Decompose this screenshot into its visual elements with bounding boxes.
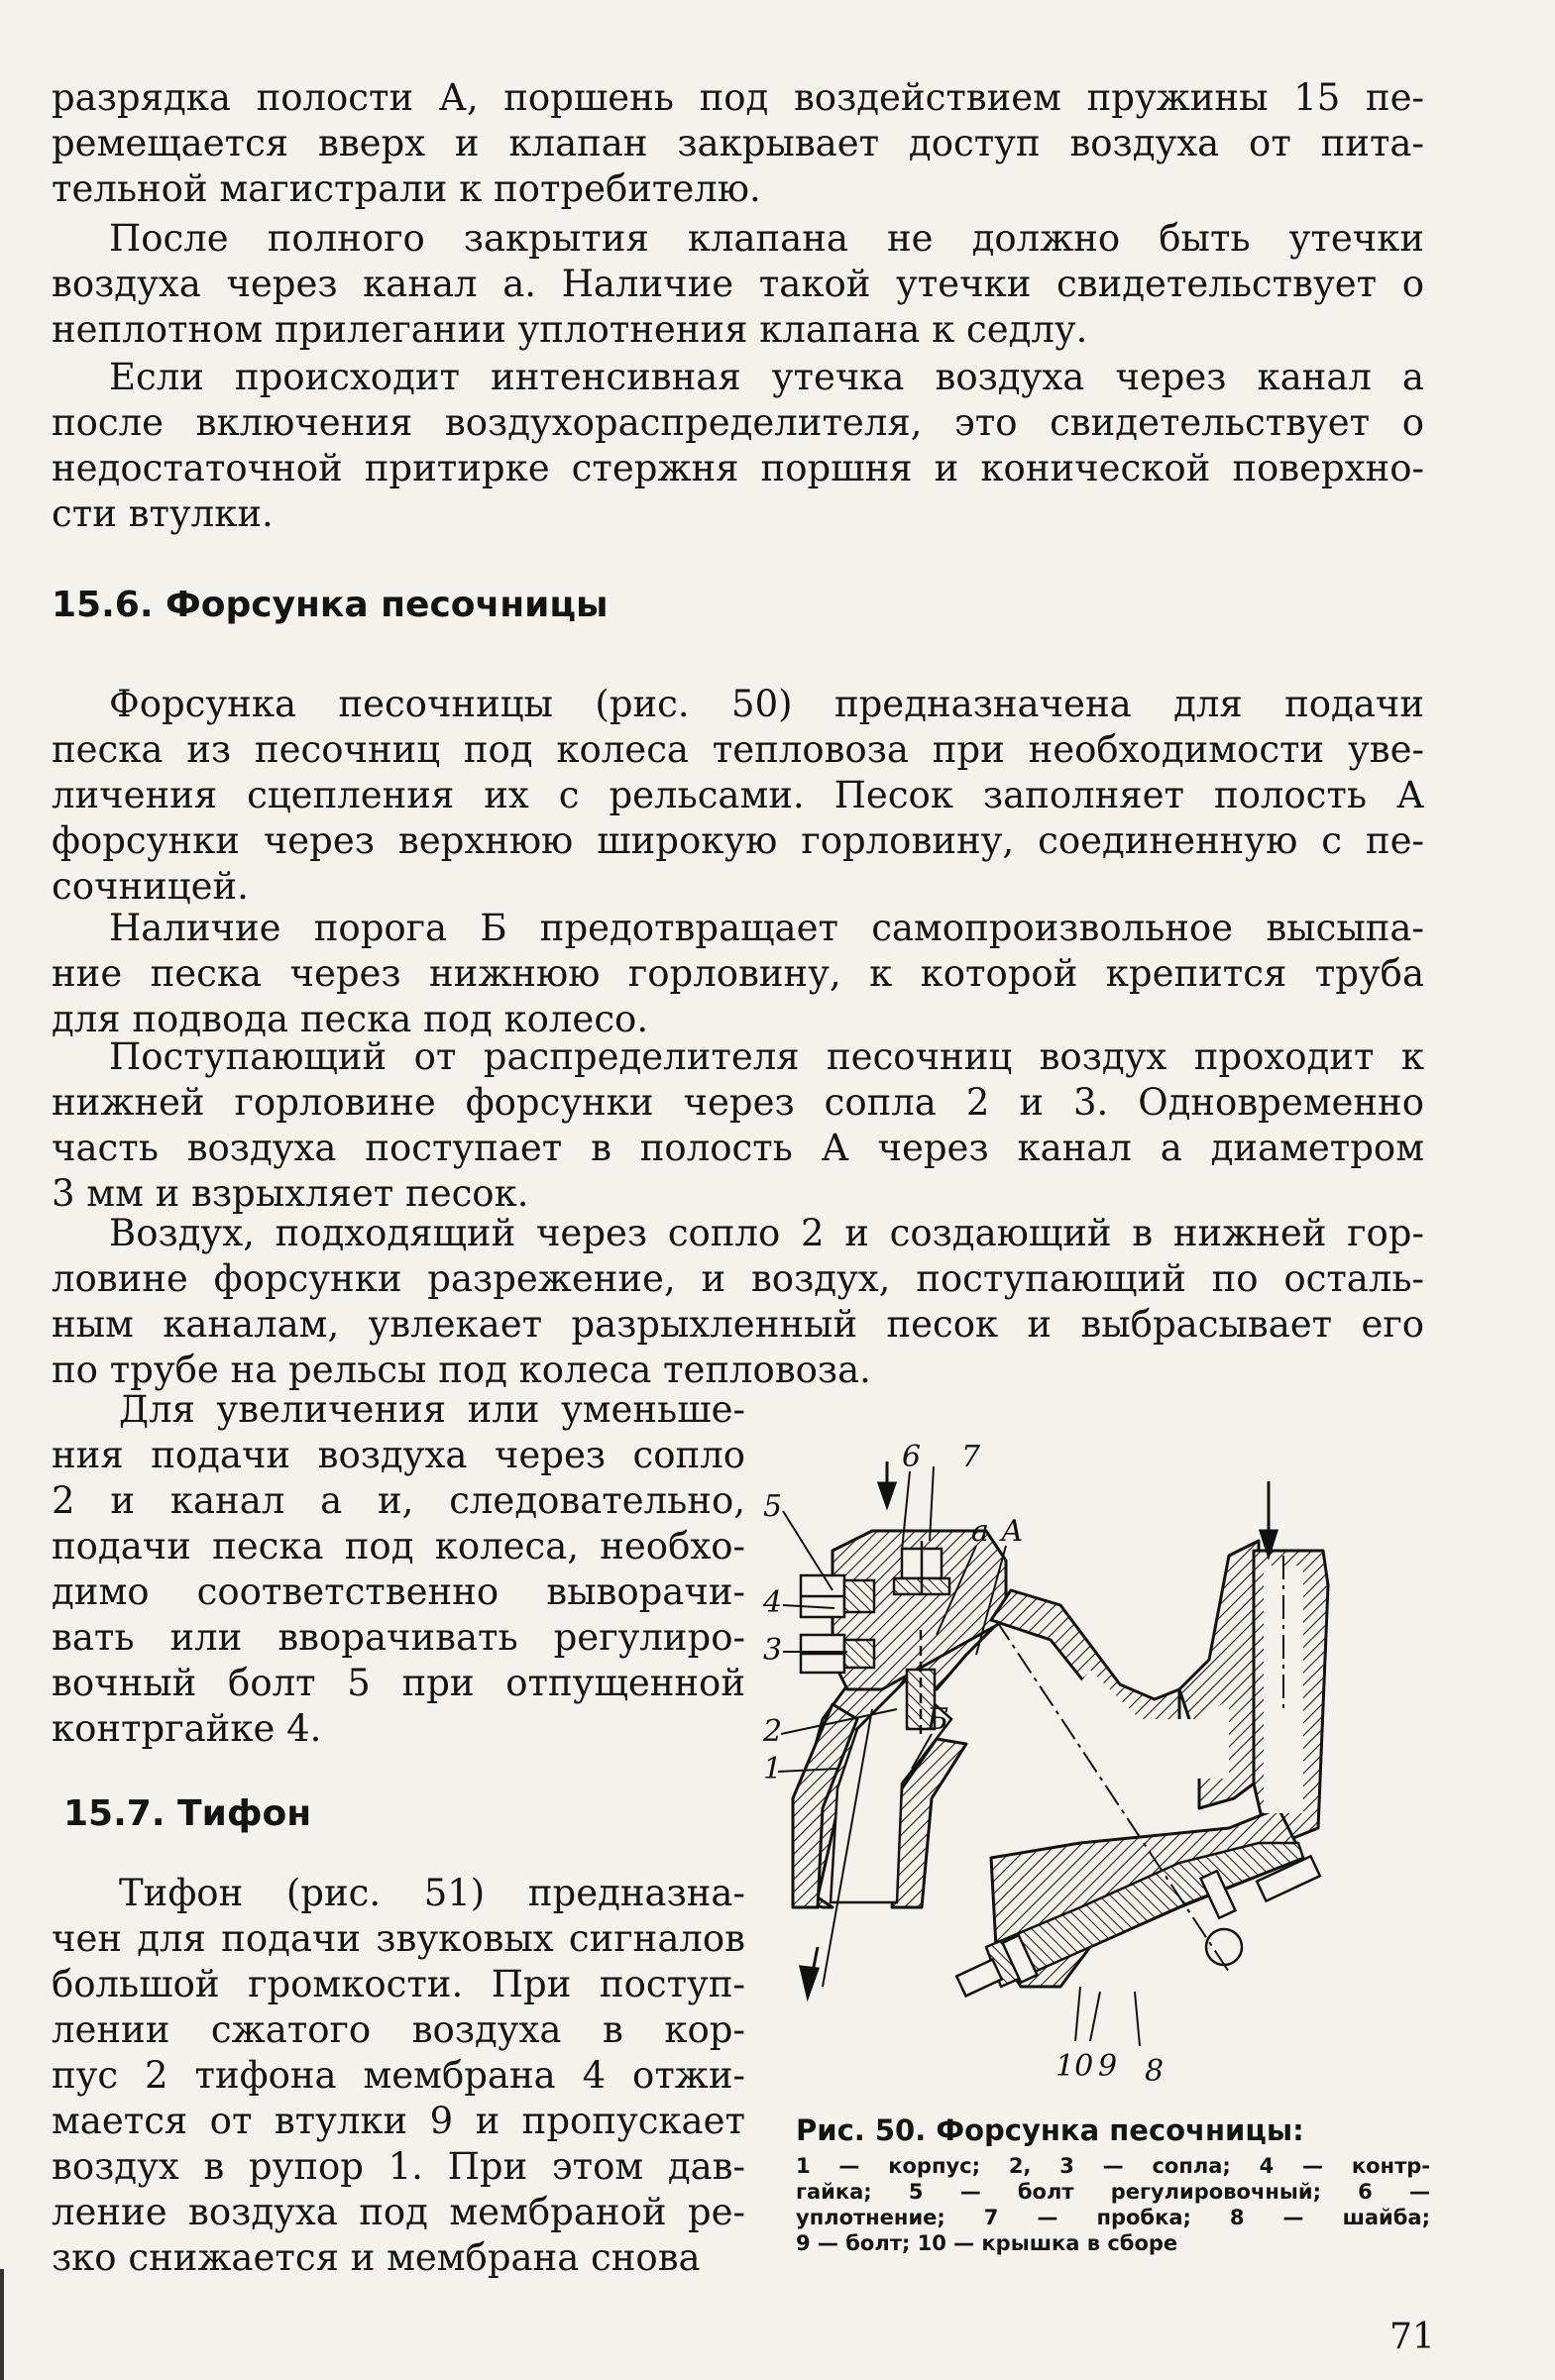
text-line: димо соответственно выворачи- — [52, 1570, 745, 1613]
sand-nozzle-drawing — [763, 1392, 1417, 2086]
text-line: сти втулки. — [52, 492, 274, 535]
page-number: 71 — [1389, 2317, 1435, 2357]
section-heading: 15.7. Тифон — [63, 1793, 312, 1834]
text-line: 3 мм и взрыхляет песок. — [52, 1172, 529, 1215]
text-line: Наличие порога Б предотвращает самопроизвольное высыпа- — [109, 907, 1424, 949]
caption-line: 1 — корпус; 2, 3 — сопла; 4 — контр- — [796, 2154, 1430, 2178]
text-line: подачи песка под колеса, необхо- — [52, 1525, 745, 1568]
label-a: а — [971, 1514, 989, 1549]
text-line: ным каналам, увлекает разрыхленный песок и выбрасывает его — [52, 1303, 1424, 1346]
text-line: 2 и канал а и, следовательно, — [52, 1479, 745, 1522]
label-1: 1 — [763, 1752, 783, 1786]
text-line: неплотном прилегании уплотнения клапана к седлу. — [52, 308, 1088, 351]
text-line: Воздух, подходящий через сопло 2 и создающий в нижней гор- — [109, 1212, 1424, 1254]
paragraph-8 — [52, 1387, 745, 1752]
text-line: личения сцепления их с рельсами. Песок заполняет полость А — [52, 774, 1424, 816]
text-line: ремещается вверх и клапан закрывает доступ воздуха от пита- — [52, 122, 1424, 164]
text-line: для подвода песка под колесо. — [52, 998, 649, 1040]
text-line: воздуха через канал а. Наличие такой утечки свидетельствует о — [52, 263, 1424, 305]
section-heading: 15.6. Форсунка песочницы — [52, 585, 609, 625]
caption-legend — [796, 2153, 1430, 2256]
figure-caption — [796, 2113, 1430, 2256]
text-line: После полного закрытия клапана не должно быть утечки — [109, 217, 1424, 260]
text-line: вать или вворачивать регулиро- — [52, 1616, 745, 1659]
text-line: Для увеличения или уменьше- — [119, 1388, 745, 1431]
paragraph-5 — [52, 906, 1424, 1042]
paragraph-6 — [52, 1034, 1424, 1217]
caption-line: уплотнение; 7 — пробка; 8 — шайба; — [796, 2206, 1430, 2229]
label-7: 7 — [961, 1440, 981, 1474]
text-line: нижней горловине форсунки через сопла 2 и 3. Одновременно — [52, 1081, 1424, 1124]
paragraph-2 — [52, 216, 1424, 353]
text-line: зко снижается и мембрана снова — [52, 2236, 701, 2279]
page-edge-shadow — [0, 2269, 4, 2380]
text-line: ния подачи воздуха через сопло — [52, 1434, 745, 1476]
text-line: Форсунка песочницы (рис. 50) предназначена для подачи — [109, 683, 1424, 725]
text-line: недостаточной притирке стержня поршня и конической поверхно- — [52, 447, 1424, 489]
text-line: мается от втулки 9 и пропускает — [52, 2100, 745, 2142]
label-5: 5 — [763, 1489, 783, 1524]
text-line: ловине форсунки разрежение, и воздух, поступающий по осталь- — [52, 1257, 1424, 1300]
label-6: 6 — [902, 1440, 922, 1474]
flow-arrow-air — [879, 1461, 895, 1506]
label-A: А — [1001, 1514, 1024, 1549]
label-4: 4 — [763, 1585, 783, 1620]
text-line: воздух в рупор 1. При этом дав- — [52, 2145, 745, 2188]
text-line: пус 2 тифона мембрана 4 отжи- — [52, 2054, 745, 2097]
label-8: 8 — [1145, 2054, 1165, 2086]
paragraph-1 — [52, 75, 1424, 212]
text-line: чен для подачи звуковых сигналов — [52, 1917, 745, 1960]
label-B: Б — [927, 1702, 949, 1737]
text-line: сочницей. — [52, 865, 249, 908]
text-line: лении сжатого воздуха в кор- — [52, 2008, 745, 2051]
paragraph-9 — [52, 1871, 745, 2281]
flow-arrow-out — [801, 1947, 818, 1997]
caption-line: гайка; 5 — болт регулировочный; 6 — — [796, 2180, 1430, 2204]
text-line: по трубе на рельсы под колеса тепловоза. — [52, 1349, 871, 1391]
text-line: песка из песочниц под колеса тепловоза при необходимости уве- — [52, 728, 1424, 771]
label-3: 3 — [763, 1633, 783, 1668]
text-line: ление воздуха под мембраной ре- — [52, 2191, 745, 2233]
text-line: часть воздуха поступает в полость А через канал а диаметром — [52, 1127, 1424, 1169]
paragraph-7 — [52, 1211, 1424, 1393]
caption-line: 9 — болт; 10 — крышка в сборе — [796, 2231, 1178, 2255]
text-line: после включения воздухораспределителя, это свидетельствует о — [52, 401, 1424, 444]
text-line: контргайке 4. — [52, 1707, 322, 1750]
text-line: тельной магистрали к потребителю. — [52, 167, 761, 210]
text-line: большой громкости. При поступ- — [52, 1963, 745, 2005]
paragraph-3 — [52, 355, 1424, 537]
text-line: вочный болт 5 при отпущенной — [52, 1662, 745, 1704]
text-line: Поступающий от распределителя песочниц воздух проходит к — [109, 1035, 1424, 1078]
text-line: ние песка через нижнюю горловину, к которой крепится труба — [52, 952, 1424, 995]
label-2: 2 — [763, 1714, 783, 1749]
paragraph-4 — [52, 682, 1424, 910]
text-line: разрядка полости А, поршень под воздействием пружины 15 пе- — [52, 76, 1424, 119]
text-line: Тифон (рис. 51) предназна- — [119, 1872, 745, 1914]
label-10: 10 — [1055, 2049, 1094, 2084]
text-line: форсунки через верхнюю широкую горловину, соединенную с пе- — [52, 819, 1424, 862]
text-line: Если происходит интенсивная утечка воздуха через канал а — [109, 356, 1424, 398]
caption-title: Рис. 50. Форсунка песочницы: — [796, 2113, 1304, 2147]
label-9: 9 — [1098, 2049, 1118, 2084]
flow-arrow-in — [1261, 1481, 1277, 1556]
